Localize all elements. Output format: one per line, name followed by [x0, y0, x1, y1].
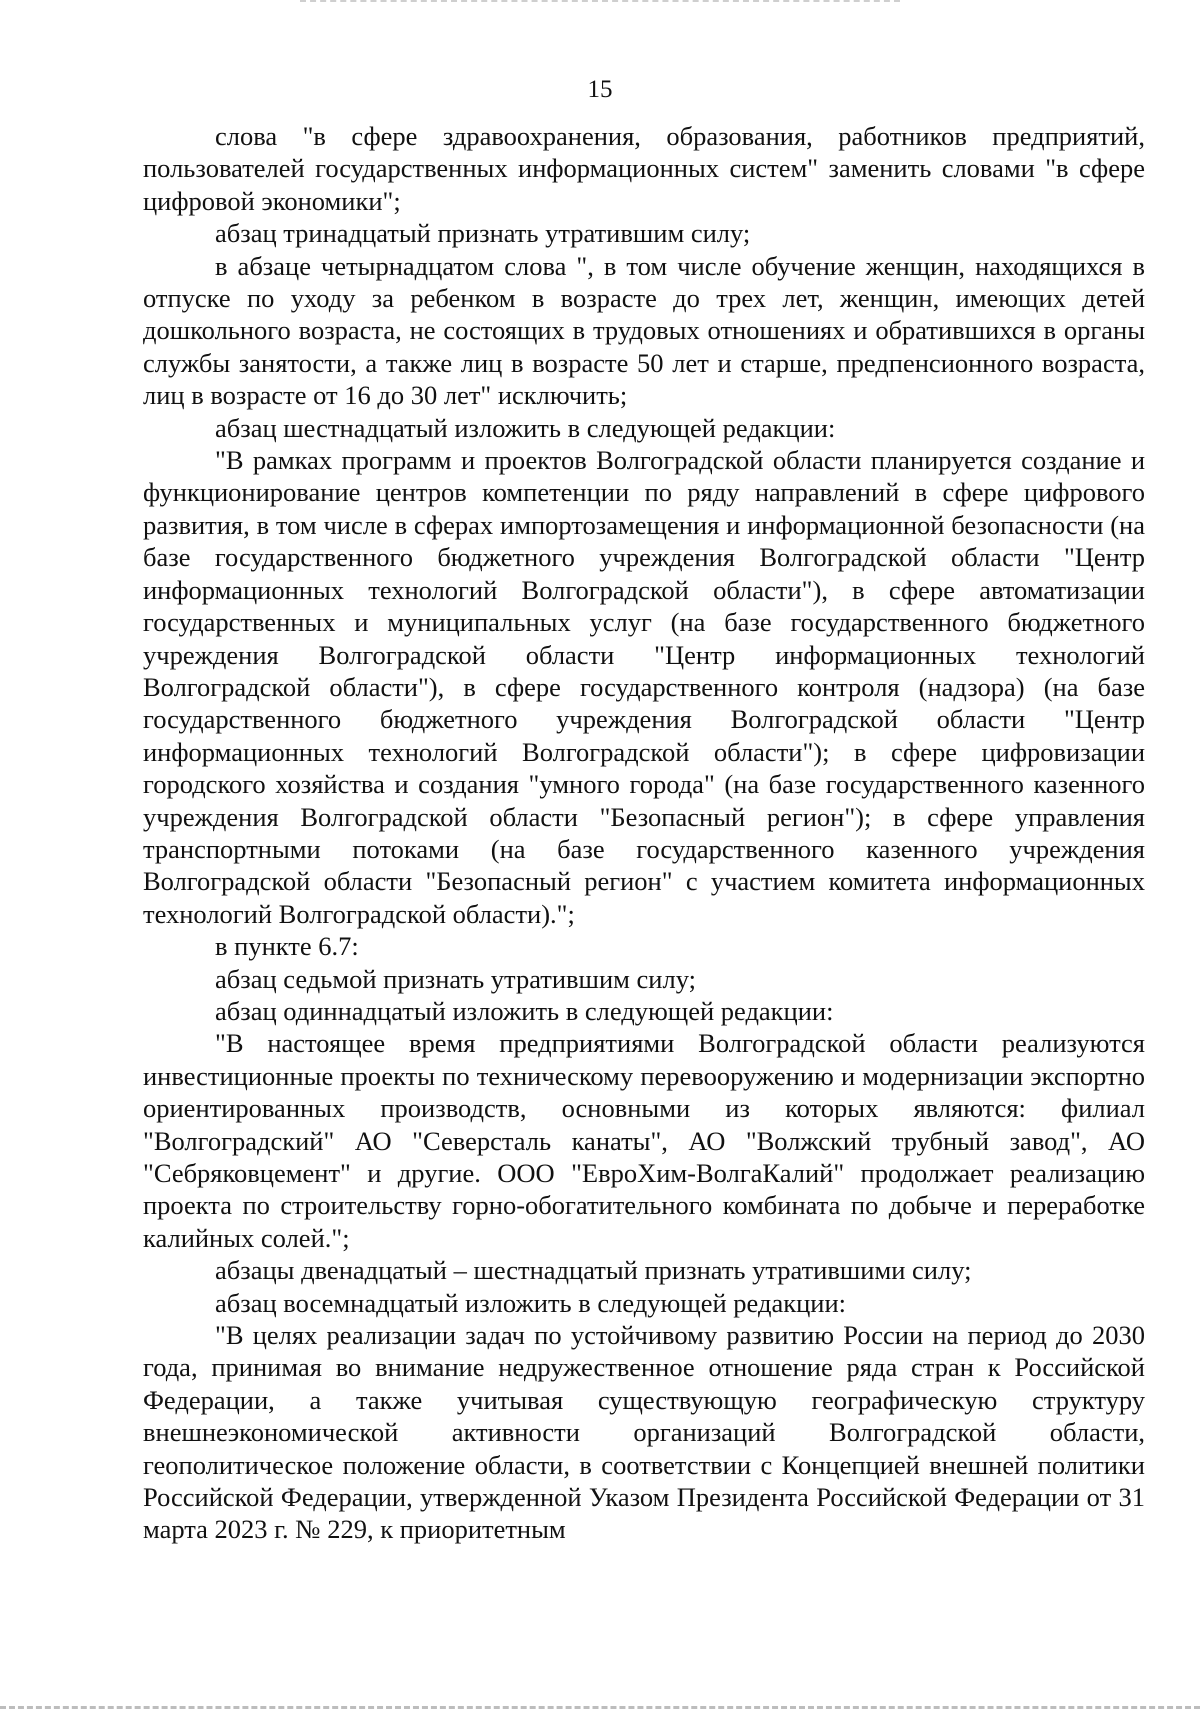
scan-edge-bottom — [0, 1706, 1200, 1712]
paragraph: "В целях реализации задач по устойчивому развитию России на период до 2030 года, принимая во внимание недружественное отношение ряда стран к Российской Федерации, а также учитывая существующую географическую структуру внешнеэкономической активности организаций Волгоградской области, геополитическое положение области, в соответствии с Концепцией внешней политики Российской Федерации, утвержденной Указом Президента Российской Федерации от 31 марта 2023 г. № 229, к приоритетным — [143, 1320, 1145, 1545]
paragraph: абзацы двенадцатый – шестнадцатый признать утратившими силу; — [215, 1255, 972, 1286]
paragraph: абзац восемнадцатый изложить в следующей редакции: — [215, 1287, 846, 1318]
paragraph: в пункте 6.7: — [215, 931, 359, 962]
paragraph: "В настоящее время предприятиями Волгоградской области реализуются инвестиционные проекты по техническому перевооружению и модернизации экспортно ориентированных производств, основными из которых являются: филиал "Волгоградский" АО "Северсталь канаты", АО "Волжский трубный завод", АО "Себряковцемент" и другие. ООО "ЕвроХим-ВолгаКалий" продолжает реализацию проекта по строительству горно-обогатительного комбината по добыче и переработке калийных солей."; — [143, 1028, 1145, 1253]
paragraph: слова "в сфере здравоохранения, образования, работников предприятий, пользователей государственных информационных систем" заменить словами "в сфере цифровой экономики"; — [143, 121, 1145, 216]
document-body — [143, 120, 1145, 1546]
paragraph: "В рамках программ и проектов Волгоградской области планируется создание и функционирование центров компетенции по ряду направлений в сфере цифрового развития, в том числе в сферах импортозамещения и информационной безопасности (на базе государственного бюджетного учреждения Волгоградской области "Центр информационных технологий Волгоградской области"), в сфере автоматизации государственных и муниципальных услуг (на базе государственного бюджетного учреждения Волгоградской области "Центр информационных технологий Волгоградской области"), в сфере государственного контроля (надзора) (на базе государственного бюджетного учреждения Волгоградской области "Центр информационных технологий Волгоградской области"); в сфере цифровизации городского хозяйства и создания "умного города" (на базе государственного казенного учреждения Волгоградской области "Безопасный регион"); в сфере управления транспортными потоками (на базе государственного казенного учреждения Волгоградской области "Безопасный регион" с участием комитета информационных технологий Волгоградской области)."; — [143, 445, 1145, 929]
paragraph: в абзаце четырнадцатом слова ", в том числе обучение женщин, находящихся в отпуске по уходу за ребенком в возрасте до трех лет, женщин, имеющих детей дошкольного возраста, не состоящих в трудовых отношениях и обратившихся в органы службы занятости, а также лиц в возрасте 50 лет и старше, предпенсионного возраста, лиц в возрасте от 16 до 30 лет" исключить; — [143, 250, 1145, 411]
paragraph: абзац одиннадцатый изложить в следующей редакции: — [215, 995, 834, 1026]
paragraph: абзац шестнадцатый изложить в следующей редакции: — [215, 412, 836, 443]
paragraph: абзац седьмой признать утратившим силу; — [215, 963, 696, 994]
paragraph: абзац тринадцатый признать утратившим силу; — [215, 218, 751, 249]
page-number: 15 — [587, 76, 613, 103]
scan-edge-top — [300, 0, 900, 4]
